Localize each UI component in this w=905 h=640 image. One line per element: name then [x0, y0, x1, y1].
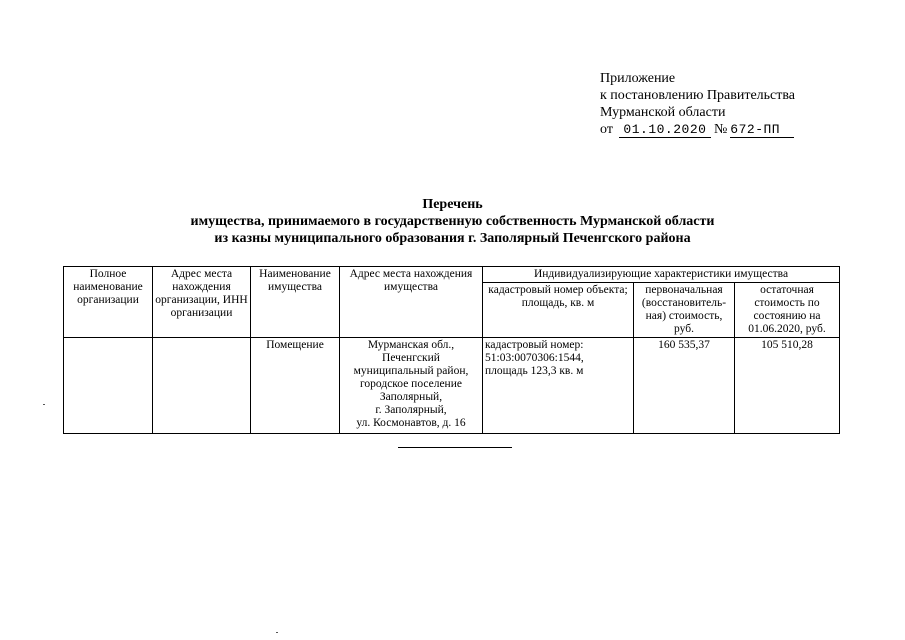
address-line: Заполярный,: [379, 391, 443, 403]
annex-line-3: Мурманской области: [600, 105, 726, 120]
scan-speck: [43, 404, 45, 405]
address-line: Мурманская обл.,: [367, 339, 455, 351]
cadastral-line: площадь 123,3 кв. м: [485, 365, 584, 377]
title-line-2: имущества, принимаемого в государственную собственность Мурманской области: [190, 214, 715, 229]
annex-date-number-line: [600, 121, 795, 138]
cell-initial-cost: 160 535,37: [634, 338, 735, 434]
end-line-divider: [398, 447, 512, 448]
property-table: [63, 266, 840, 434]
header-org-name: Полное наименование организации: [64, 267, 153, 338]
cadastral-line: 51:03:0070306:1544,: [485, 352, 584, 364]
table-row: [64, 338, 840, 434]
title-line-1: Перечень: [422, 197, 483, 212]
cadastral-line: кадастровый номер:: [485, 339, 584, 351]
annex-block: [600, 70, 795, 138]
cell-property-address: [340, 338, 483, 434]
header-property-address: Адрес места нахождения имущества: [340, 267, 483, 338]
cell-org-name: [64, 338, 153, 434]
annex-line-2: к постановлению Правительства: [600, 88, 796, 103]
address-line: городское поселение: [360, 378, 462, 390]
annex-number: 672-ПП: [730, 123, 794, 138]
header-initial-cost: первоначальная (восстановитель-ная) стоимость, руб.: [634, 283, 735, 338]
address-line: муниципальный район,: [353, 365, 469, 377]
scan-speck: [276, 632, 278, 633]
address-line: г. Заполярный,: [375, 404, 447, 416]
title-line-3: из казны муниципального образования г. Заполярный Печенгского района: [214, 231, 691, 246]
header-cadastral: кадастровый номер объекта; площадь, кв. м: [483, 283, 634, 338]
header-residual-cost: остаточная стоимость по состоянию на 01.06.2020, руб.: [735, 283, 840, 338]
cell-org-address: [153, 338, 251, 434]
cell-property-name: Помещение: [251, 338, 340, 434]
annex-number-sign: №: [713, 122, 728, 137]
header-characteristics: Индивидуализирующие характеристики имущества: [483, 267, 840, 283]
address-line: ул. Космонавтов, д. 16: [356, 417, 466, 429]
address-line: Печенгский: [382, 352, 440, 364]
header-org-address: Адрес места нахождения организации, ИНН организации: [153, 267, 251, 338]
header-property-name: Наименование имущества: [251, 267, 340, 338]
cell-residual-cost: 105 510,28: [735, 338, 840, 434]
annex-line-1: Приложение: [600, 71, 676, 86]
cell-cadastral: [483, 338, 634, 434]
document-title: [0, 196, 905, 247]
annex-from-label: от: [600, 122, 613, 137]
annex-date: 01.10.2020: [619, 123, 711, 138]
